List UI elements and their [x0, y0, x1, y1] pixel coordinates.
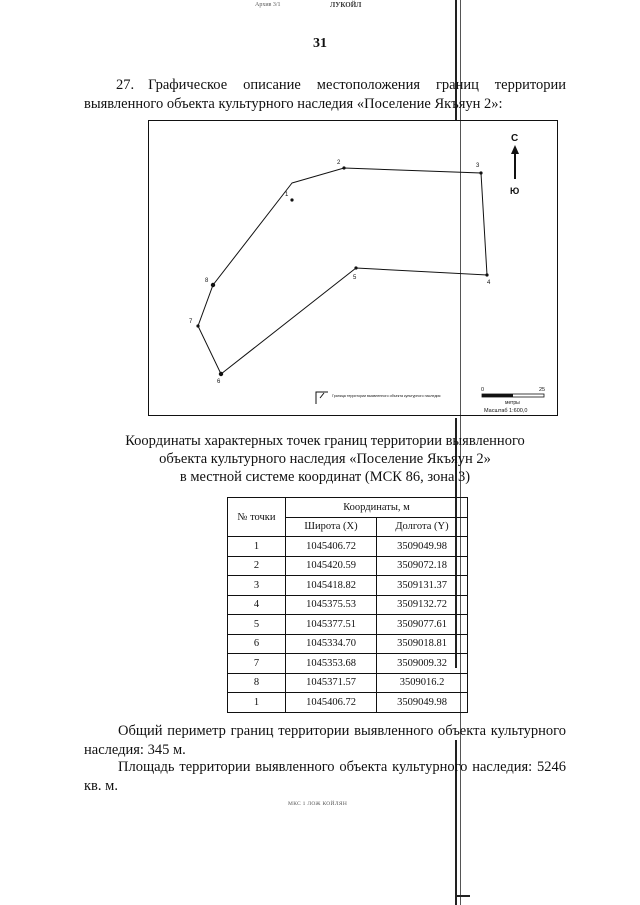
table-row	[228, 576, 468, 596]
vertex-2	[342, 166, 345, 169]
footer-stamp: МКС 1 ЛОЖ КОЙЛЯН	[288, 801, 348, 807]
table-row	[228, 673, 468, 693]
section-heading	[84, 76, 566, 114]
table-row	[228, 537, 468, 557]
cell-x: 1045420.59	[286, 556, 377, 576]
cell-x: 1045406.72	[286, 693, 377, 713]
scan-artifact-line	[456, 895, 470, 897]
page-number: 31	[313, 36, 327, 51]
perimeter-paragraph	[84, 722, 566, 760]
header-mark-left: Архив 3/1	[255, 2, 281, 8]
area-text: Площадь территории выявленного объекта культурного наследия: 5246 кв. м.	[84, 759, 566, 794]
cell-x: 1045334.70	[286, 634, 377, 654]
point-label-7: 7	[189, 319, 193, 325]
scale-unit: метры	[505, 400, 520, 406]
cell-point: 1	[228, 693, 286, 713]
area-paragraph	[84, 758, 566, 796]
cell-y: 3509049.98	[377, 693, 468, 713]
cell-point: 8	[228, 673, 286, 693]
cell-y: 3509049.98	[377, 537, 468, 557]
scale-min: 0	[481, 387, 485, 393]
table-row	[228, 556, 468, 576]
vertex-4	[485, 273, 488, 276]
point-label-1: 1	[285, 192, 289, 198]
boundary-legend-icon	[316, 392, 328, 404]
vertex-1	[290, 198, 293, 201]
legend	[316, 392, 441, 404]
header-point-number: № точки	[228, 498, 286, 537]
cell-point: 5	[228, 615, 286, 635]
cell-point: 1	[228, 537, 286, 557]
south-label: Ю	[510, 186, 520, 196]
table-row	[228, 693, 468, 713]
vertex-8	[211, 283, 215, 287]
vertex-6	[219, 372, 223, 376]
header-latitude-x: Широта (X)	[286, 517, 377, 537]
point-label-4: 4	[487, 280, 491, 286]
table-row	[228, 595, 468, 615]
perimeter-text: периметр границ территории выявленного объекта культурного наследия: 345 м.	[84, 723, 567, 758]
cell-point: 6	[228, 634, 286, 654]
point-label-2: 2	[337, 160, 341, 166]
vertex-7	[196, 324, 199, 327]
cell-y: 3509131.37	[377, 576, 468, 596]
legend-text: Граница территории выявленного объекта культурного наследия	[332, 394, 441, 398]
cell-point: 2	[228, 556, 286, 576]
scale-text: Масштаб 1:600,0	[484, 408, 528, 414]
cell-y: 3509072.18	[377, 556, 468, 576]
header-mark-right: ЛУКОЙЛ	[330, 1, 362, 9]
section-number: 27.	[116, 77, 135, 93]
caption-line-3: в местной системе координат (МСК 86, зона 3)	[179, 469, 471, 485]
cell-x: 1045418.82	[286, 576, 377, 596]
cell-x: 1045377.51	[286, 615, 377, 635]
point-label-8: 8	[205, 278, 209, 284]
section-title: Графическое описание местоположения границ территории выявленного объекта культурного наследия «Поселение Якъяун 2»:	[84, 77, 566, 112]
table-row	[228, 654, 468, 674]
cell-point: 7	[228, 654, 286, 674]
coordinates-caption	[84, 432, 566, 486]
north-arrow-icon	[510, 133, 519, 196]
boundary-map-svg	[149, 121, 556, 414]
cell-y: 3509009.32	[377, 654, 468, 674]
boundary-vertices	[196, 166, 488, 376]
coordinates-table	[227, 497, 468, 713]
vertex-3	[479, 171, 482, 174]
cell-point: 3	[228, 576, 286, 596]
point-label-5: 5	[353, 275, 357, 281]
cell-y: 3509132.72	[377, 595, 468, 615]
point-label-3: 3	[476, 163, 480, 169]
cell-y: 3509018.81	[377, 634, 468, 654]
cell-x: 1045406.72	[286, 537, 377, 557]
scale-max: 25	[539, 387, 546, 393]
table-row	[228, 634, 468, 654]
boundary-map	[148, 120, 558, 416]
cell-x: 1045353.68	[286, 654, 377, 674]
table-row	[228, 615, 468, 635]
caption-line-2: объекта культурного наследия «Поселение Якъяун 2»	[159, 451, 491, 467]
cell-x: 1045371.57	[286, 673, 377, 693]
cell-y: 3509016.2	[377, 673, 468, 693]
caption-line-1: Координаты характерных точек границ территории выявленного	[125, 433, 525, 449]
perimeter-lead: Общий	[118, 723, 163, 739]
cell-x: 1045375.53	[286, 595, 377, 615]
header-longitude-y: Долгота (Y)	[377, 517, 468, 537]
point-label-6: 6	[217, 379, 221, 385]
scale-bar	[481, 387, 545, 414]
header-coordinates: Координаты, м	[286, 498, 468, 518]
boundary-polygon	[198, 168, 487, 374]
vertex-5	[354, 266, 357, 269]
north-label: С	[511, 133, 519, 144]
cell-y: 3509077.61	[377, 615, 468, 635]
cell-point: 4	[228, 595, 286, 615]
